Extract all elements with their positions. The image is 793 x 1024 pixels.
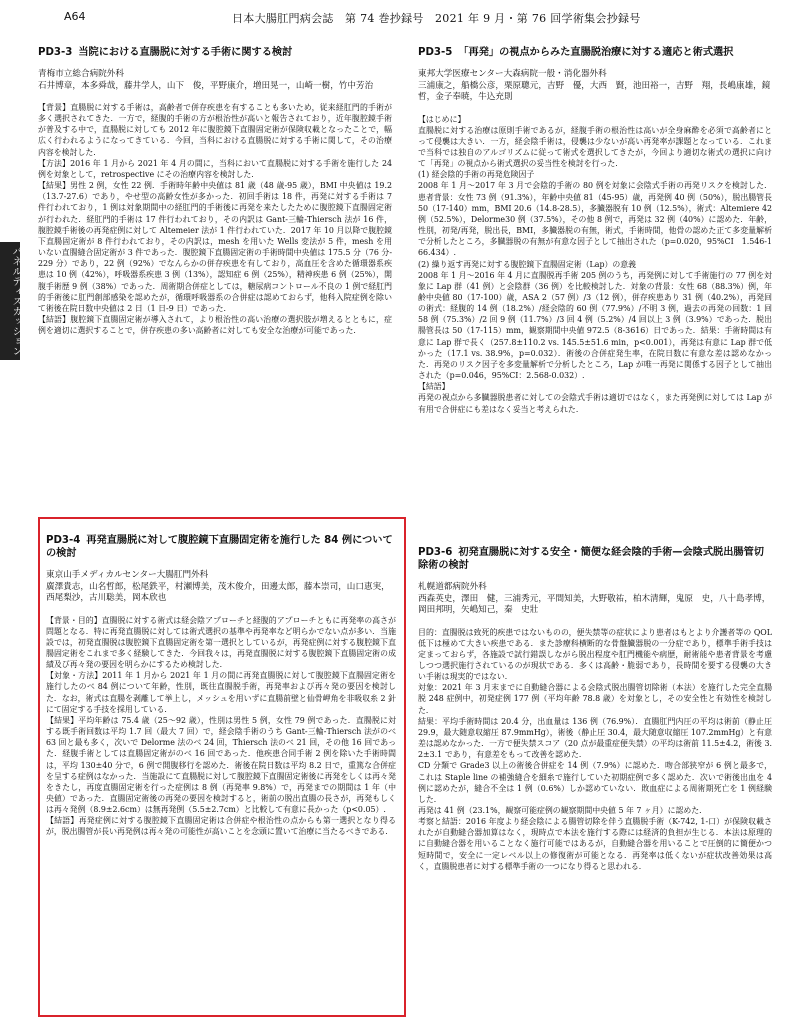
abstract-title-text: 「再発」の視点からみた直腸脱治療に対する適応と術式選択	[458, 47, 734, 58]
authors: 石井博章，本多舜哉，藤井学人，山下 俊，平野康介，増田晃一，山崎一樹，竹中芳治	[38, 80, 374, 91]
paragraph: 結果：平均手術時間は 20.4 分，出血量は 136 例（76.9%）．直腸肛門内圧の平均は術前（静止圧 29.9，最大随意収縮圧 87.9mmHg），術後（静止圧 30.4，最大随意収縮圧 107.2mmHg）と有意差は認めなかった．一方で便失禁スコア（20 点が最重症便失禁）の平均は術前 11.5±4.2，術後 3.2±3.1 であり，有意差をもって改善を認めた．	[418, 716, 772, 760]
paragraph: (1) 経会陰的手術の再発危険因子	[418, 170, 535, 180]
abstract-pd3-6	[418, 546, 772, 872]
abstract-title	[418, 46, 772, 59]
journal-title: 日本大腸肛門病会誌 第 74 巻抄録号 2021 年 9 月・第 76 回学術集会抄録号	[232, 12, 641, 25]
paragraph: 目的：直腸脱は致死的疾患ではないものの，便失禁等の症状により患者はもとより介護者等の QOL 低下は極めて大きい疾患である．また診療科横断的な骨盤臓器脱の一分症であり，標準手術手技は定まっておらず，各施設で試行錯誤しながら脱出程度や肛門機能や病歴，耐術能や患者背景を考慮しつつ選択施行されているのが現状である．多くは高齢・脆弱であり，長時間を要する侵襲の大きい手術は現実的ではない．	[418, 627, 772, 682]
paragraph: 【結果】男性 2 例，女性 22 例．手術時年齢中央値は 81 歳（48 歳-95 歳），BMI 中央値は 19.2（13.7-27.6）であり，やせ型の高齢女性が多かった．初回手術は 18 件，再発に対する手術は 7 件行われており，1 例は対象期間中の経肛門的手術後に再発を来たしたために腹腔鏡下直腸固定術が行われた．経肛門的手術は 17 件行われており，その内訳は Gant-三輪-Thiersch 法が 16 件，腹腔鏡手術後の再発症例に対して Altemeier 法が 1 件行われていた．2017 年 10 月以降で腹腔鏡下直腸固定術が 8 件行われており，その内訳は，mesh を用いた Wells 変法が 5 件，mesh を用いない直腸縫合固定術が 3 件であった．腹腔鏡下直腸固定術の手術時間中央値は 175.5 分（76 分-229 分）であり，22 例（92%）でなんらかの併存疾患を有しており，高血圧を含めた循環器系疾患は 10 例（42%），呼吸器系疾患 3 例（13%），認知症 6 例（25%），精神疾患 6 例（25%），開腹手術歴 9 例（38%）であった．周術期合併症としては，糖尿病コントロール不良の 1 例で経肛門的手術後に肛門創部感染を認めたが，循環呼吸器系の合併症は認めておらず，他科入院症例を除いて術後在院日数中央値は 2 日（1 日-9 日）であった．	[38, 181, 392, 313]
institution: 青梅市立総合病院外科	[38, 69, 124, 79]
paragraph: 考察と結語：2016 年度より経会陰による腸管切除を伴う直腸脱手術（K-742, 1-口）が保険収載されたが自動縫合器加算はなく，現時点で本法を施行する際には経済的負担が生じる．本法は原理的に自動縫合器を用いることなく施行可能ではあるが，自動縫合器を用いることで圧倒的に簡便かつ短時間で，安全に一定レベル以上の修復術が可能となる．再発率は低くないが症状改善効果は高く，直腸脱患者に対する標準手術の一つになり得ると思われる．	[418, 817, 772, 871]
abstract-title	[38, 46, 392, 59]
page-header	[0, 8, 793, 26]
abstract-code: PD3-6	[418, 547, 453, 558]
paragraph: 2008 年 1 月〜2016 年 4 月に直腸脱再手術 205 例のうち，再発例に対して手術施行の 77 例を対象に Lap 群（41 例）と会陰群（36 例）を比較検討した．対象の背景：女性 68（88.3%）例，年齢中央値 80（17-100）歳，ASA 2（57 例）/3（12 例），併存疾患あり 31 例（40.2%），再発回の術式：経腹的 14 例（18.2%）/経会陰的 60 例（77.9%）/不明 3 例，過去の再発の回数：1 回 58 例（75.3%）/2 回 9 例（11.7%）/3 回 4 例（5.2%）/4 回以上 3 例（3.9%）であった．脱出腸管長は 50（17-115）mm，観察期間中央値 972.5（8-3616）日であった．結果：手術時間は有意に Lap 群で長く（257.8±110.2 vs. 145.5±51.6 min，p<0.001），再発は有意に Lap 群で低かった（17.1 vs. 38.9%，p=0.032）．術後の合併症発生率，在院日数に有意な差は認めなかった．再発のリスク因子を多変量解析で分析したところ，Lap が唯一再発に関係する因子として抽出された（p=0.046，95%CI：2.568-0.032）.	[418, 270, 772, 381]
abstract-title-text: 再発直腸脱に対して腹腔鏡下直腸固定術を施行した 84 例についての検討	[46, 535, 393, 559]
authors: 西森英史，澤田 健，三浦秀元，平間知美，大野敬祐，柏木清輝，鬼原 史，八十島孝博，岡田邦明，矢嶋知己，秦 史壯	[418, 593, 771, 615]
paragraph: CD 分類で Grade3 以上の術後合併症を 14 例（7.9%）に認めた．吻合部狭窄が 6 例と最多で，これは Staple line の補強縫合を細糸で施行していた初期症例で多く認めた．次いで術後出血を 4 例に認めたが，縫合不全は 1 例（0.6%）しか認めていない．敗血症による周術期死亡を 1 例経験した．	[418, 761, 772, 804]
abstract-code: PD3-3	[38, 47, 73, 58]
institution: 東邦大学医療センター大森病院一般・消化器外科	[418, 69, 607, 79]
abstract-body	[418, 114, 772, 415]
abstract-pd3-3	[38, 46, 392, 336]
institution: 札幌道都病院外科	[418, 582, 487, 592]
paragraph: 【背景】直腸脱に対する手術は，高齢者で併存疾患を有することも多いため，従来経肛門的手術が多く選択されてきた．一方で，経腹的手術の方が根治性が高いと報告されており，近年腹腔鏡手術が普及する中で，直腸脱に対しても 2012 年に腹腔鏡下直腸固定術が保険収載となったことで，幅広く行われるようになってきている．今回，当科における直腸脱に対する手術に関して，その治療内容を検討した．	[38, 103, 392, 157]
paragraph: 【結語】再発症例に対する腹腔鏡下直腸固定術は合併症や根治性の点からも第一選択となり得るが，脱出腸管が長い再発例は再々発の可能性が高いことを念頭に置いて治療に当たるべきである．	[46, 816, 396, 837]
abstract-code: PD3-5	[418, 47, 453, 58]
paragraph: 直腸脱に対する治療は原則手術であるが，経腹手術の根治性は高いが全身麻酔を必須で高齢者にとって侵襲は大きい．一方，経会陰手術は，侵襲は少ないが高い再発率が課題となっている．これまで当科では独自のアルゴリズムに従って術式を選択してきたが，今回より適切な術式の選択に向けて「再発」の視点から術式選択の妥当性を検討を行った．	[418, 125, 772, 169]
abstract-code: PD3-4	[46, 535, 81, 546]
section-tab: パネルディスカッション	[0, 242, 20, 360]
paragraph: 再発の視点から多臓器脱患者に対しての会陰式手術は適切ではなく，また再発例に対しては Lap が有用で合併症にも差はなく妥当と考えられた．	[418, 393, 772, 414]
paragraph: 【結語】	[418, 382, 450, 392]
authors: 三浦康之，船橋公彦，栗原聰元，吉野 優，大西 賢，池田裕一，吉野 翔，長嶋康雄，鏡 哲，金子奉暁，牛込充則	[418, 80, 788, 102]
paragraph: 【背景・目的】直腸脱に対する術式は経会陰アプローチと経腹的アプローチともに再発率の高さが問題となる．特に再発直腸脱に対しては術式選択の基準や再発率など明らかでない点が多い．当施設では，初発直腸脱は腹腔鏡下直腸固定術を第一選択としているが，再発症例に対する腹腔鏡下直腸固定術をこれまで多く経験してきた．今回我々は，再発直腸脱に対する腹腔鏡下直腸固定術の成績及び再々発の要因を明らかにするため検討した．	[46, 615, 396, 670]
highlight-box	[38, 517, 406, 1017]
abstract-pd3-5	[418, 46, 788, 415]
page-number: A64	[64, 10, 86, 23]
paragraph: 【方法】2016 年 1 月から 2021 年 4 月の間に，当科において直腸脱に対する手術を施行した 24 例を対象として，retrospective にその治療内容を検討した．	[38, 158, 392, 179]
paragraph: (2) 繰り返す再発に対する腹腔鏡下直腸固定術（Lap）の意義	[418, 259, 637, 269]
paragraph: 【対象・方法】2011 年 1 月から 2021 年 1 月の間に再発直腸脱に対して腹腔鏡下直腸固定術を施行したのべ 84 例について年齢，性別，既往直腸脱手術，再発率および再々発の要因を検討した．なお，術式は直腸を剥離して挙上し，メッシュを用いずに直腸前壁と仙骨岬角を非吸収糸 2 針にて固定する手技を採用している．	[46, 671, 396, 714]
abstract-title	[418, 546, 772, 572]
abstract-body	[418, 627, 772, 872]
institution: 東京山手メディカルセンター大腸肛門外科	[46, 570, 209, 580]
paragraph: 【結語】腹腔鏡下直腸固定術が導入されて，より根治性の高い治療の選択肢が増えるとともに，症例を適切に選択することで，併存疾患の多い高齢者に対しても安全な治療が可能であった．	[38, 314, 392, 336]
abstract-body	[38, 102, 392, 336]
abstract-title-text: 初発直腸脱に対する安全・簡便な経会陰的手術—会陰式脱出腸管切除術の検討	[418, 547, 764, 571]
paragraph: 対象：2021 年 3 月末までに自動縫合器による会陰式脱出腸管切除術（本法）を施行した完全直腸脱 248 症例中，初発症例 177 例（平均年齢 78.8 歳）を対象とし，その安全性と有効性を検討した．	[418, 683, 772, 715]
abstract-title-text: 当院における直腸脱に対する手術に関する検討	[78, 47, 293, 58]
paragraph: 再発は 41 例（23.1%，観察可能症例の観察期間中央値 5 年 7 ヶ月）に認めた．	[418, 806, 708, 815]
paragraph: 2008 年 1 月〜2017 年 3 月で会陰的手術の 80 例を対象に会陰式手術の再発リスクを検討した．患者背景：女性 73 例（91.3%），年齢中央値 81（45-95）歳，再発例 40 例（50%），脱出腸管長 50（17-140）mm，BMI 20.6（14.8-28.5），多臓器脱有 10 例（12.5%），術式：Altemiere 42 例（52.5%），Delorme30 例（37.5%），その他 8 例で，再発は 32 例（40%）に認めた．年齢，性別，初発/再発，脱出長，BMI，多臓器脱の有無，術式，手術時間，他骨の認めた正て多変量解析で分析したところ，多臓器脱の有無が有意な因子として抽出された（p=0.020，95%CI 1.546-166.434）.	[418, 181, 772, 258]
authors: 廣澤貴志，山名哲郎，松尾鉄平，村瀬博美，茂木俊介，田邊太郎，藤本崇司，山口恵実，西尾梨沙，古川聡美，岡本欣也	[46, 581, 390, 603]
paragraph: 【はじめに】	[418, 114, 466, 124]
paragraph: 【結果】平均年齢は 75.4 歳（25〜92 歳），性別は男性 5 例，女性 79 例であった．直腸脱に対する既手術回数は平均 1.7 回（最大 7 回）で，経会陰手術のうち Gant-三輪-Thiersch 法がのべ 63 回と最も多く，次いで Delorme 法のべ 24 回，Thiersch 法のべ 21 回，その他 16 回であった．経腹手術としては直腸固定術がのべ 16 回であった．他疾患合同手術 2 例を除いた手術時間は，平均 130±40 分で，6 例で開腹移行を認めた．術後在院日数は平均 8.2 日で，重篤な合併症を呈する症例はなかった．当施設にて直腸脱に対して腹腔鏡下直腸固定術後に再発をしくは再々発をきたし，再度直腸固定術を行った症例は 8 例（再発率 9.8%）で，再発までの期間は 1 年（中央値）であった．直腸固定術後の再発の要因を検討すると，術前の脱出直腸の長さが，再発もしくは再々発例（8.9±2.6cm）は無再発例（5.5±2.7cm）と比較して有意に長かった（p<0.05）.	[46, 715, 396, 815]
